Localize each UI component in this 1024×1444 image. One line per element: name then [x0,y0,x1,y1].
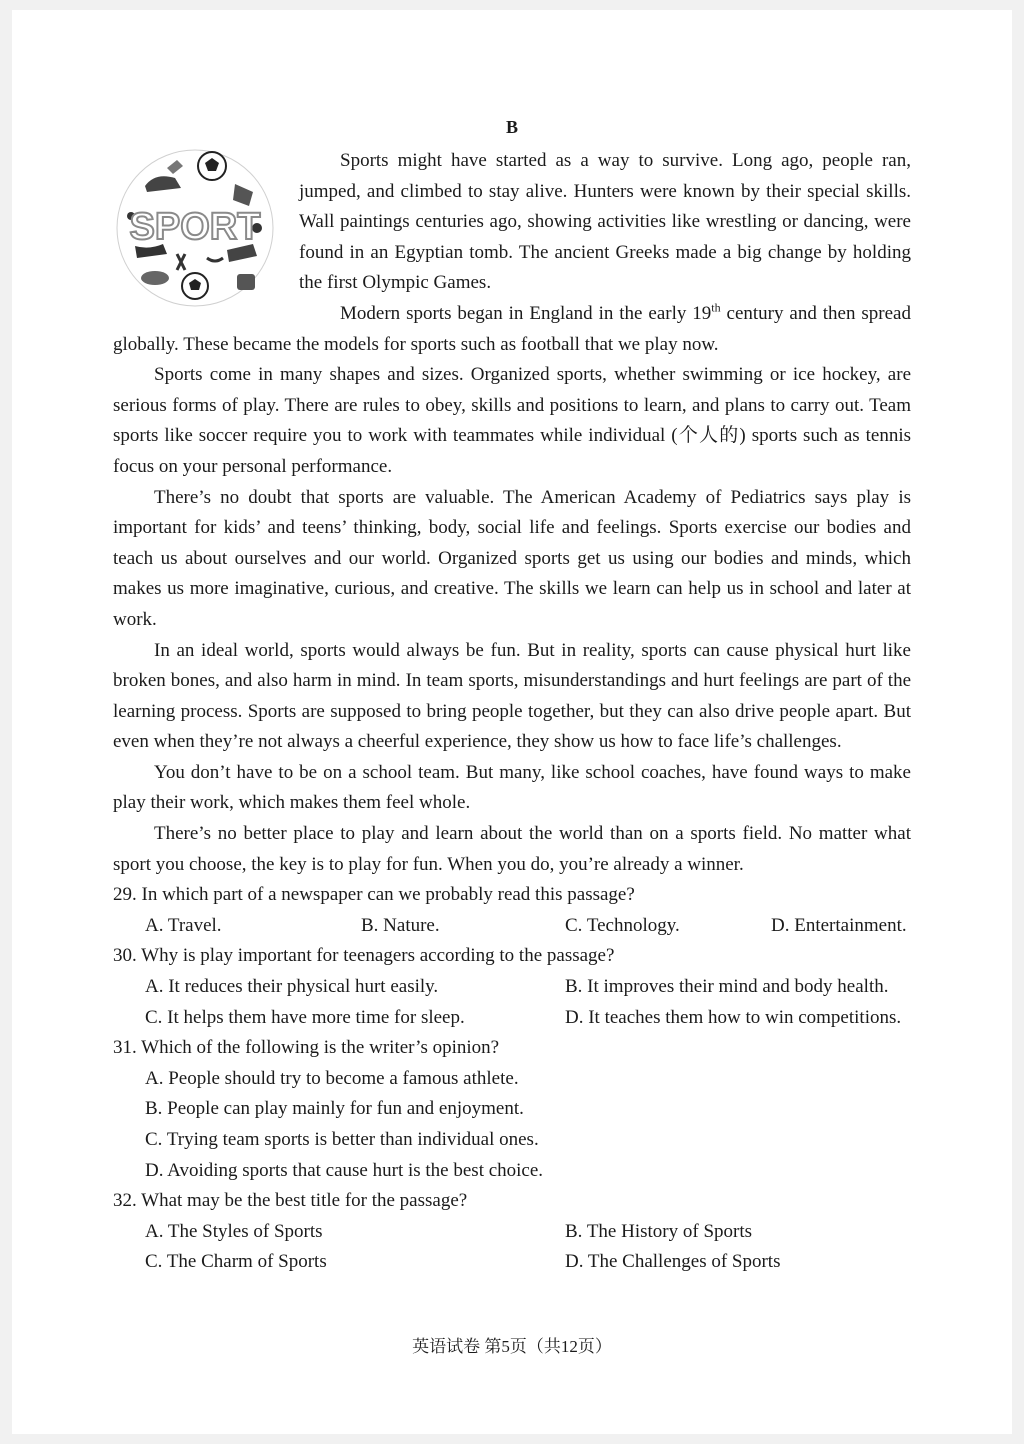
sport-logo-icon [115,146,275,310]
options-row [113,1217,911,1248]
question-30 [113,941,911,1033]
paragraph-3: Sports come in many shapes and sizes. Organized sports, whether swimming or ice hockey, are serious forms of play. There are rules to obey, skills and positions to learn, and plans to carry out. Team sports like soccer require you to work with teammates while individual (个人的) sports such as tennis focus on your personal performance. [113,364,911,477]
option-c: C. Technology. [565,914,680,936]
option-d: D. The Challenges of Sports [565,1251,781,1273]
options-row [113,1247,911,1278]
options-row [113,972,911,1003]
option-b: B. Nature. [361,914,440,936]
paragraph-1: Sports might have started as a way to survive. Long ago, people ran, jumped, and climbed to stay alive. Hunters were known by their special skills. Wall paintings centuries ago, showing activities like wrestling or dancing, were found in an Egyptian tomb. The ancient Greeks made a big change by holding the first Olympic Games. [299,150,911,294]
option-b: B. The History of Sports [565,1220,753,1242]
option-a: A. It reduces their physical hurt easily. [145,976,439,998]
sport-logo-text: SPORT [129,206,261,248]
option-c: C. Trying team sports is better than individual ones. [145,1129,539,1150]
option-a: A. Travel. [145,914,222,936]
paragraph-7: There’s no better place to play and learn about the world than on a sports field. No matter what sport you choose, the key is to play for fun. When you do, you’re already a winner. [113,823,911,875]
paragraph-2: Modern sports began in England in the early 19th century and then spread globally. These became the models for sports such as football that we play now. [113,300,911,355]
option-c: C. It helps them have more time for sleep. [145,1006,465,1028]
option-b: B. It improves their mind and body health. [565,976,889,998]
passage-b [113,108,911,1278]
option-b: B. People can play mainly for fun and enjoyment. [145,1098,524,1120]
options-row [113,1003,911,1034]
question-stem: 29. In which part of a newspaper can we probably read this passage? [113,884,635,906]
question-29 [113,880,911,941]
question-stem: 30. Why is play important for teenagers according to the passage? [113,945,615,967]
paragraph-6: You don’t have to be on a school team. But many, like school coaches, have found ways to make play their work, which makes them feel whole. [113,761,911,814]
option-c: C. The Charm of Sports [145,1251,327,1273]
paragraph-5: In an ideal world, sports would always be fun. But in reality, sports can cause physical hurt like broken bones, and also harm in mind. In team sports, misunderstandings and hurt feelings are part of the learning process. Sports are supposed to bring people together, but they can also drive people apart. But even when they’re not always a cheerful experience, they show us how to face life’s challenges. [113,639,911,753]
question-stem: 31. Which of the following is the writer’s opinion? [113,1037,500,1059]
option-d: D. It teaches them how to win competitions. [565,1006,902,1028]
question-stem: 32. What may be the best title for the passage? [113,1190,468,1212]
question-32 [113,1186,911,1278]
paragraph-4: There’s no doubt that sports are valuable. The American Academy of Pediatrics says play is important for kids’ and teens’ thinking, body, social life and feelings. Sports exercise our bodies and teach us about ourselves and our world. Organized sports get us using our bodies and minds, which makes us more imaginative, curious, and creative. The skills we learn can help us in school and later at work. [113,486,911,630]
question-31 [113,1033,911,1186]
option-a: A. The Styles of Sports [145,1220,323,1242]
page-footer: 英语试卷 第5页（共12页） [412,1337,612,1356]
option-a: A. People should try to become a famous athlete. [145,1067,519,1089]
section-label: B [505,117,518,137]
option-d: D. Avoiding sports that cause hurt is the best choice. [145,1159,544,1181]
option-d: D. Entertainment. [771,914,907,936]
options-row [113,911,911,942]
